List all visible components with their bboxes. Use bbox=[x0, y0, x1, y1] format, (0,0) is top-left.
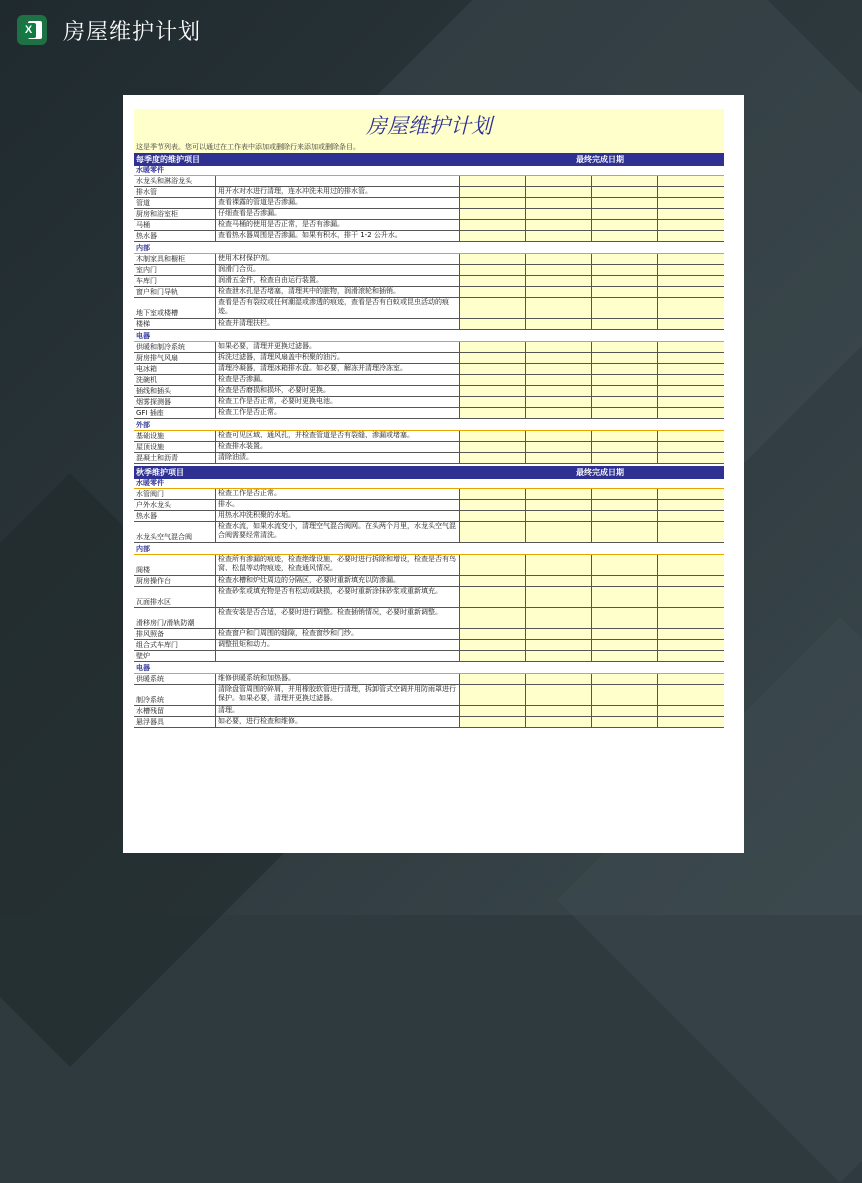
item-description-cell[interactable]: 检查并清理扶栏。 bbox=[216, 319, 460, 329]
completion-date-cell[interactable] bbox=[658, 522, 724, 542]
item-description-cell[interactable]: 检查砂浆或填充物是否有松动或缺损，必要时重新涂抹砂浆或重新填充。 bbox=[216, 587, 460, 607]
completion-date-cell[interactable] bbox=[592, 187, 658, 197]
completion-date-cell[interactable] bbox=[460, 408, 526, 418]
completion-date-cell[interactable] bbox=[526, 674, 592, 684]
completion-date-cell[interactable] bbox=[592, 375, 658, 385]
section-header bbox=[134, 153, 724, 166]
item-description-cell[interactable]: 查看是否有裂纹或任何潮湿或渗透的痕迹，查看是否有白蚁或昆虫活动的痕迹。 bbox=[216, 298, 460, 318]
table-row bbox=[134, 453, 724, 464]
completion-date-cell[interactable] bbox=[460, 608, 526, 628]
item-description-cell[interactable]: 检查工作是否正常，必要时更换电池。 bbox=[216, 397, 460, 407]
item-name-cell[interactable]: 车库门 bbox=[134, 276, 216, 286]
completion-date-cell[interactable] bbox=[526, 706, 592, 716]
completion-date-cell[interactable] bbox=[460, 187, 526, 197]
item-description-cell[interactable]: 查看裸露的管道是否渗漏。 bbox=[216, 198, 460, 208]
table-row bbox=[134, 397, 724, 408]
completion-date-cell[interactable] bbox=[592, 386, 658, 396]
table-row bbox=[134, 386, 724, 397]
completion-date-cell[interactable] bbox=[460, 576, 526, 586]
completion-date-cell[interactable] bbox=[658, 220, 724, 230]
completion-date-cell[interactable] bbox=[460, 522, 526, 542]
completion-date-cell[interactable] bbox=[460, 587, 526, 607]
table-row bbox=[134, 265, 724, 276]
completion-date-cell[interactable] bbox=[460, 342, 526, 352]
spreadsheet bbox=[134, 109, 724, 730]
completion-date-cell[interactable] bbox=[658, 287, 724, 297]
item-description-cell[interactable]: 检查所有渗漏的痕迹，检查绝缘设施，必要时进行拆除和增设，检查是否有鸟窝、松鼠等动物痕迹，检查通风情况。 bbox=[216, 555, 460, 575]
completion-date-cell[interactable] bbox=[526, 187, 592, 197]
completion-date-cell[interactable] bbox=[592, 555, 658, 575]
table-row bbox=[134, 298, 724, 319]
item-description-cell[interactable]: 检查工作是否正常。 bbox=[216, 489, 460, 499]
item-name-cell[interactable]: 洗碗机 bbox=[134, 375, 216, 385]
completion-date-cell[interactable] bbox=[658, 651, 724, 661]
item-description-cell[interactable]: 仔细查看是否渗漏。 bbox=[216, 209, 460, 219]
completion-date-cell[interactable] bbox=[592, 265, 658, 275]
completion-date-cell[interactable] bbox=[526, 576, 592, 586]
completion-date-cell[interactable] bbox=[592, 254, 658, 264]
item-description-cell[interactable]: 检查是否磨损和损坏，必要时更换。 bbox=[216, 386, 460, 396]
item-name-cell[interactable]: 热水器 bbox=[134, 511, 216, 521]
completion-date-cell[interactable] bbox=[460, 674, 526, 684]
completion-date-cell[interactable] bbox=[460, 717, 526, 727]
completion-date-cell[interactable] bbox=[460, 555, 526, 575]
table-row bbox=[134, 187, 724, 198]
completion-date-cell[interactable] bbox=[460, 511, 526, 521]
item-name-cell[interactable]: 插线和插头 bbox=[134, 386, 216, 396]
completion-date-cell[interactable] bbox=[526, 397, 592, 407]
item-name-cell[interactable]: 悬浮器具 bbox=[134, 717, 216, 727]
completion-date-cell[interactable] bbox=[658, 685, 724, 705]
completion-date-cell[interactable] bbox=[592, 576, 658, 586]
completion-date-cell[interactable] bbox=[526, 500, 592, 510]
table-row bbox=[134, 342, 724, 353]
app-header bbox=[0, 0, 862, 60]
completion-date-cell[interactable] bbox=[658, 576, 724, 586]
completion-date-cell[interactable] bbox=[592, 176, 658, 186]
completion-date-cell[interactable] bbox=[592, 431, 658, 441]
sections-container bbox=[134, 153, 724, 730]
item-name-cell[interactable]: 楼梯 bbox=[134, 319, 216, 329]
item-description-cell[interactable]: 检查工作是否正常。 bbox=[216, 408, 460, 418]
completion-date-cell[interactable] bbox=[592, 500, 658, 510]
completion-date-cell[interactable] bbox=[658, 176, 724, 186]
item-description-cell[interactable]: 检查泄水孔是否堵塞，清理其中的脏物，润滑滚轮和插销。 bbox=[216, 287, 460, 297]
completion-date-cell[interactable] bbox=[592, 706, 658, 716]
completion-date-cell[interactable] bbox=[526, 298, 592, 318]
completion-date-cell[interactable] bbox=[526, 375, 592, 385]
section-label: 每季度的维护项目 bbox=[136, 155, 200, 164]
table-row bbox=[134, 353, 724, 364]
completion-date-cell[interactable] bbox=[592, 353, 658, 363]
completion-date-cell[interactable] bbox=[592, 489, 658, 499]
completion-date-cell[interactable] bbox=[526, 220, 592, 230]
item-description-cell[interactable]: 检查窗户和门周围的缝隙，检查窗纱和门纱。 bbox=[216, 629, 460, 639]
item-description-cell[interactable]: 检查水槽和炉灶周边的分隔区，必要时重新填充以防渗漏。 bbox=[216, 576, 460, 586]
completion-date-cell[interactable] bbox=[526, 453, 592, 463]
completion-date-cell[interactable] bbox=[592, 397, 658, 407]
item-description-cell[interactable]: 用开水对水进行清理，连水冲洗未用过的排水管。 bbox=[216, 187, 460, 197]
completion-date-cell[interactable] bbox=[460, 500, 526, 510]
item-name-cell[interactable]: 供暖系统 bbox=[134, 674, 216, 684]
completion-date-cell[interactable] bbox=[526, 265, 592, 275]
completion-date-cell[interactable] bbox=[526, 231, 592, 241]
item-name-cell[interactable]: 厨房操作台 bbox=[134, 576, 216, 586]
item-name-cell[interactable]: 热水器 bbox=[134, 231, 216, 241]
completion-date-cell[interactable] bbox=[592, 453, 658, 463]
table-row bbox=[134, 717, 724, 728]
completion-date-cell[interactable] bbox=[526, 489, 592, 499]
category-header: 电器 bbox=[134, 664, 724, 674]
completion-date-cell[interactable] bbox=[526, 319, 592, 329]
item-name-cell[interactable]: 基础设施 bbox=[134, 431, 216, 441]
completion-date-cell[interactable] bbox=[592, 298, 658, 318]
completion-date-cell[interactable] bbox=[460, 287, 526, 297]
category-header: 水暖零件 bbox=[134, 479, 724, 489]
completion-date-cell[interactable] bbox=[658, 276, 724, 286]
completion-date-cell[interactable] bbox=[526, 364, 592, 374]
completion-date-cell[interactable] bbox=[526, 287, 592, 297]
table-row bbox=[134, 500, 724, 511]
completion-date-cell[interactable] bbox=[526, 717, 592, 727]
table-row bbox=[134, 522, 724, 543]
completion-date-cell[interactable] bbox=[658, 408, 724, 418]
table-row bbox=[134, 176, 724, 187]
completion-date-cell[interactable] bbox=[658, 298, 724, 318]
completion-date-cell[interactable] bbox=[658, 364, 724, 374]
completion-date-cell[interactable] bbox=[460, 685, 526, 705]
table-row bbox=[134, 576, 724, 587]
document-sheet bbox=[123, 95, 744, 853]
group-gap bbox=[134, 728, 724, 730]
item-description-cell[interactable]: 查看热水器周围是否渗漏。如果有积水，排干 1-2 公升水。 bbox=[216, 231, 460, 241]
table-row bbox=[134, 640, 724, 651]
completion-date-cell[interactable] bbox=[658, 511, 724, 521]
category-header: 电器 bbox=[134, 332, 724, 342]
item-description-cell[interactable]: 如必要，进行检查和维修。 bbox=[216, 717, 460, 727]
completion-date-cell[interactable] bbox=[526, 176, 592, 186]
completion-date-cell[interactable] bbox=[658, 353, 724, 363]
completion-date-cell[interactable] bbox=[460, 265, 526, 275]
item-name-cell[interactable]: 屋顶设施 bbox=[134, 442, 216, 452]
category-header: 内部 bbox=[134, 244, 724, 254]
item-description-cell[interactable]: 拆洗过滤器，清理风扇盖中积聚的油污。 bbox=[216, 353, 460, 363]
title-band bbox=[134, 109, 724, 141]
completion-date-cell[interactable] bbox=[526, 587, 592, 607]
item-name-cell[interactable]: 厨房和浴室柜 bbox=[134, 209, 216, 219]
completion-date-cell[interactable] bbox=[526, 511, 592, 521]
completion-date-cell[interactable] bbox=[592, 220, 658, 230]
item-description-cell[interactable]: 清除盘管周围的碎屑，并用橡胶软管进行清理，拆卸管式空调并用防雨罩进行保护。如果必要，清理并更换过滤器。 bbox=[216, 685, 460, 705]
completion-date-cell[interactable] bbox=[592, 522, 658, 542]
completion-date-cell[interactable] bbox=[592, 209, 658, 219]
completion-date-cell[interactable] bbox=[658, 375, 724, 385]
table-row bbox=[134, 209, 724, 220]
completion-date-cell[interactable] bbox=[658, 608, 724, 628]
completion-date-cell[interactable] bbox=[592, 364, 658, 374]
completion-date-cell[interactable] bbox=[592, 608, 658, 628]
item-name-cell[interactable]: 滑移房门/滑轨防潮 bbox=[134, 608, 216, 628]
table-row bbox=[134, 375, 724, 386]
completion-date-cell[interactable] bbox=[460, 231, 526, 241]
completion-date-cell[interactable] bbox=[658, 319, 724, 329]
item-name-cell[interactable]: 水管阀门 bbox=[134, 489, 216, 499]
item-description-cell[interactable]: 检查安装是否合适，必要时进行调整。检查插销情况，必要时重新调整。 bbox=[216, 608, 460, 628]
completion-date-cell[interactable] bbox=[460, 489, 526, 499]
item-description-cell[interactable]: 检查排水装置。 bbox=[216, 442, 460, 452]
item-description-cell[interactable]: 润滑五金件，检查自由运行装置。 bbox=[216, 276, 460, 286]
completion-date-cell[interactable] bbox=[592, 231, 658, 241]
completion-date-header: 最终完成日期 bbox=[576, 155, 624, 164]
table-row bbox=[134, 198, 724, 209]
completion-date-cell[interactable] bbox=[526, 522, 592, 542]
item-name-cell[interactable]: 制冷系统 bbox=[134, 685, 216, 705]
completion-date-cell[interactable] bbox=[526, 442, 592, 452]
completion-date-cell[interactable] bbox=[658, 209, 724, 219]
category-header: 内部 bbox=[134, 545, 724, 555]
completion-date-cell[interactable] bbox=[592, 287, 658, 297]
item-description-cell[interactable]: 调整扭矩和动力。 bbox=[216, 640, 460, 650]
completion-date-cell[interactable] bbox=[658, 717, 724, 727]
completion-date-cell[interactable] bbox=[526, 198, 592, 208]
completion-date-cell[interactable] bbox=[658, 629, 724, 639]
item-description-cell[interactable]: 检查水流，如果水流变小，清理空气混合阀网。在头两个月里，水龙头空气混合阀需要经常清洗。 bbox=[216, 522, 460, 542]
table-row bbox=[134, 220, 724, 231]
item-description-cell[interactable] bbox=[216, 651, 460, 661]
table-row bbox=[134, 276, 724, 287]
item-name-cell[interactable]: 烟雾探测器 bbox=[134, 397, 216, 407]
item-name-cell[interactable]: 瓦面排水区 bbox=[134, 587, 216, 607]
table-row bbox=[134, 706, 724, 717]
table-row bbox=[134, 319, 724, 330]
completion-date-cell[interactable] bbox=[658, 386, 724, 396]
item-name-cell[interactable]: 马桶 bbox=[134, 220, 216, 230]
item-name-cell[interactable]: 厨房排气风扇 bbox=[134, 353, 216, 363]
completion-date-cell[interactable] bbox=[592, 587, 658, 607]
completion-date-cell[interactable] bbox=[658, 442, 724, 452]
completion-date-cell[interactable] bbox=[658, 198, 724, 208]
item-description-cell[interactable]: 如果必要，清理并更换过滤器。 bbox=[216, 342, 460, 352]
table-row bbox=[134, 629, 724, 640]
item-name-cell[interactable]: 水龙头空气混合阀 bbox=[134, 522, 216, 542]
completion-date-cell[interactable] bbox=[592, 342, 658, 352]
category-header: 外部 bbox=[134, 421, 724, 431]
item-description-cell[interactable]: 检查是否渗漏。 bbox=[216, 375, 460, 385]
item-name-cell[interactable]: 排风照备 bbox=[134, 629, 216, 639]
completion-date-cell[interactable] bbox=[460, 209, 526, 219]
item-description-cell[interactable]: 检查可见区域、通风孔，并检查管道是否有裂缝、渗漏或堵塞。 bbox=[216, 431, 460, 441]
completion-date-cell[interactable] bbox=[658, 587, 724, 607]
item-name-cell[interactable]: 混凝土和沥青 bbox=[134, 453, 216, 463]
completion-date-cell[interactable] bbox=[460, 706, 526, 716]
completion-date-cell[interactable] bbox=[658, 187, 724, 197]
completion-date-cell[interactable] bbox=[460, 254, 526, 264]
completion-date-cell[interactable] bbox=[658, 555, 724, 575]
completion-date-header: 最终完成日期 bbox=[576, 468, 624, 477]
table-row bbox=[134, 511, 724, 522]
table-row bbox=[134, 651, 724, 662]
completion-date-cell[interactable] bbox=[460, 453, 526, 463]
completion-date-cell[interactable] bbox=[592, 319, 658, 329]
table-row bbox=[134, 408, 724, 419]
item-name-cell[interactable]: 组合式车库门 bbox=[134, 640, 216, 650]
item-name-cell[interactable]: 水龙头和淋浴龙头 bbox=[134, 176, 216, 186]
completion-date-cell[interactable] bbox=[460, 319, 526, 329]
completion-date-cell[interactable] bbox=[658, 431, 724, 441]
completion-date-cell[interactable] bbox=[658, 265, 724, 275]
completion-date-cell[interactable] bbox=[592, 629, 658, 639]
item-description-cell[interactable] bbox=[216, 176, 460, 186]
item-description-cell[interactable]: 排水。 bbox=[216, 500, 460, 510]
completion-date-cell[interactable] bbox=[592, 511, 658, 521]
completion-date-cell[interactable] bbox=[526, 640, 592, 650]
completion-date-cell[interactable] bbox=[526, 209, 592, 219]
completion-date-cell[interactable] bbox=[592, 717, 658, 727]
completion-date-cell[interactable] bbox=[658, 342, 724, 352]
item-name-cell[interactable]: 水槽残留 bbox=[134, 706, 216, 716]
completion-date-cell[interactable] bbox=[658, 500, 724, 510]
table-row bbox=[134, 231, 724, 242]
completion-date-cell[interactable] bbox=[658, 489, 724, 499]
completion-date-cell[interactable] bbox=[460, 386, 526, 396]
document-title: 房屋维护计划 bbox=[366, 114, 492, 138]
item-description-cell[interactable]: 清理。 bbox=[216, 706, 460, 716]
item-name-cell[interactable]: 排水管 bbox=[134, 187, 216, 197]
completion-date-cell[interactable] bbox=[460, 397, 526, 407]
item-name-cell[interactable]: 电冰箱 bbox=[134, 364, 216, 374]
completion-date-cell[interactable] bbox=[526, 555, 592, 575]
table-row bbox=[134, 364, 724, 375]
completion-date-cell[interactable] bbox=[658, 674, 724, 684]
item-description-cell[interactable]: 维修供暖系统和加热器。 bbox=[216, 674, 460, 684]
item-name-cell[interactable]: 户外水龙头 bbox=[134, 500, 216, 510]
item-name-cell[interactable]: GFI 插座 bbox=[134, 408, 216, 418]
completion-date-cell[interactable] bbox=[460, 353, 526, 363]
completion-date-cell[interactable] bbox=[592, 640, 658, 650]
table-row bbox=[134, 674, 724, 685]
table-row bbox=[134, 555, 724, 576]
completion-date-cell[interactable] bbox=[526, 651, 592, 661]
completion-date-cell[interactable] bbox=[526, 685, 592, 705]
app-title: 房屋维护计划 bbox=[63, 19, 202, 45]
completion-date-cell[interactable] bbox=[460, 298, 526, 318]
completion-date-cell[interactable] bbox=[460, 629, 526, 639]
completion-date-cell[interactable] bbox=[526, 276, 592, 286]
item-description-cell[interactable]: 使用木材保护剂。 bbox=[216, 254, 460, 264]
completion-date-cell[interactable] bbox=[592, 651, 658, 661]
item-name-cell[interactable]: 供暖和制冷系统 bbox=[134, 342, 216, 352]
completion-date-cell[interactable] bbox=[592, 685, 658, 705]
item-description-cell[interactable]: 用热水冲洗积聚的水垢。 bbox=[216, 511, 460, 521]
item-name-cell[interactable]: 木制家具和橱柜 bbox=[134, 254, 216, 264]
completion-date-cell[interactable] bbox=[658, 397, 724, 407]
item-name-cell[interactable]: 管道 bbox=[134, 198, 216, 208]
excel-icon: X bbox=[17, 15, 47, 45]
completion-date-cell[interactable] bbox=[526, 353, 592, 363]
item-name-cell[interactable]: 阁楼 bbox=[134, 555, 216, 575]
table-row bbox=[134, 287, 724, 298]
section-label: 秋季维护项目 bbox=[136, 468, 184, 477]
completion-date-cell[interactable] bbox=[592, 674, 658, 684]
completion-date-cell[interactable] bbox=[460, 220, 526, 230]
table-row bbox=[134, 431, 724, 442]
completion-date-cell[interactable] bbox=[460, 651, 526, 661]
section-header bbox=[134, 466, 724, 479]
completion-date-cell[interactable] bbox=[658, 254, 724, 264]
completion-date-cell[interactable] bbox=[460, 431, 526, 441]
completion-date-cell[interactable] bbox=[460, 276, 526, 286]
item-description-cell[interactable]: 清理冷凝器，清理冰箱排水盘。如必要，解冻并清理冷冻室。 bbox=[216, 364, 460, 374]
table-row bbox=[134, 587, 724, 608]
completion-date-cell[interactable] bbox=[460, 198, 526, 208]
completion-date-cell[interactable] bbox=[460, 640, 526, 650]
completion-date-cell[interactable] bbox=[526, 254, 592, 264]
completion-date-cell[interactable] bbox=[526, 608, 592, 628]
table-row bbox=[134, 608, 724, 629]
completion-date-cell[interactable] bbox=[592, 198, 658, 208]
category-header: 水暖零件 bbox=[134, 166, 724, 176]
completion-date-cell[interactable] bbox=[526, 629, 592, 639]
item-description-cell[interactable]: 清除油渍。 bbox=[216, 453, 460, 463]
completion-date-cell[interactable] bbox=[658, 640, 724, 650]
table-row bbox=[134, 254, 724, 265]
completion-date-cell[interactable] bbox=[526, 431, 592, 441]
completion-date-cell[interactable] bbox=[658, 706, 724, 716]
completion-date-cell[interactable] bbox=[592, 442, 658, 452]
completion-date-cell[interactable] bbox=[460, 364, 526, 374]
completion-date-cell[interactable] bbox=[658, 453, 724, 463]
item-name-cell[interactable]: 室内门 bbox=[134, 265, 216, 275]
completion-date-cell[interactable] bbox=[592, 276, 658, 286]
item-name-cell[interactable]: 壁炉 bbox=[134, 651, 216, 661]
table-row bbox=[134, 489, 724, 500]
item-name-cell[interactable]: 地下室或楼槽 bbox=[134, 298, 216, 318]
intro-text: 这是季节列表。您可以通过在工作表中添加或删除行来添加或删除条目。 bbox=[134, 141, 724, 153]
completion-date-cell[interactable] bbox=[592, 408, 658, 418]
completion-date-cell[interactable] bbox=[526, 386, 592, 396]
completion-date-cell[interactable] bbox=[460, 375, 526, 385]
completion-date-cell[interactable] bbox=[460, 176, 526, 186]
completion-date-cell[interactable] bbox=[526, 342, 592, 352]
completion-date-cell[interactable] bbox=[460, 442, 526, 452]
completion-date-cell[interactable] bbox=[658, 231, 724, 241]
table-row bbox=[134, 685, 724, 706]
item-name-cell[interactable]: 窗户和门导轨 bbox=[134, 287, 216, 297]
item-description-cell[interactable]: 润滑门合页。 bbox=[216, 265, 460, 275]
item-description-cell[interactable]: 检查马桶的使用是否正常，是否有渗漏。 bbox=[216, 220, 460, 230]
table-row bbox=[134, 442, 724, 453]
completion-date-cell[interactable] bbox=[526, 408, 592, 418]
